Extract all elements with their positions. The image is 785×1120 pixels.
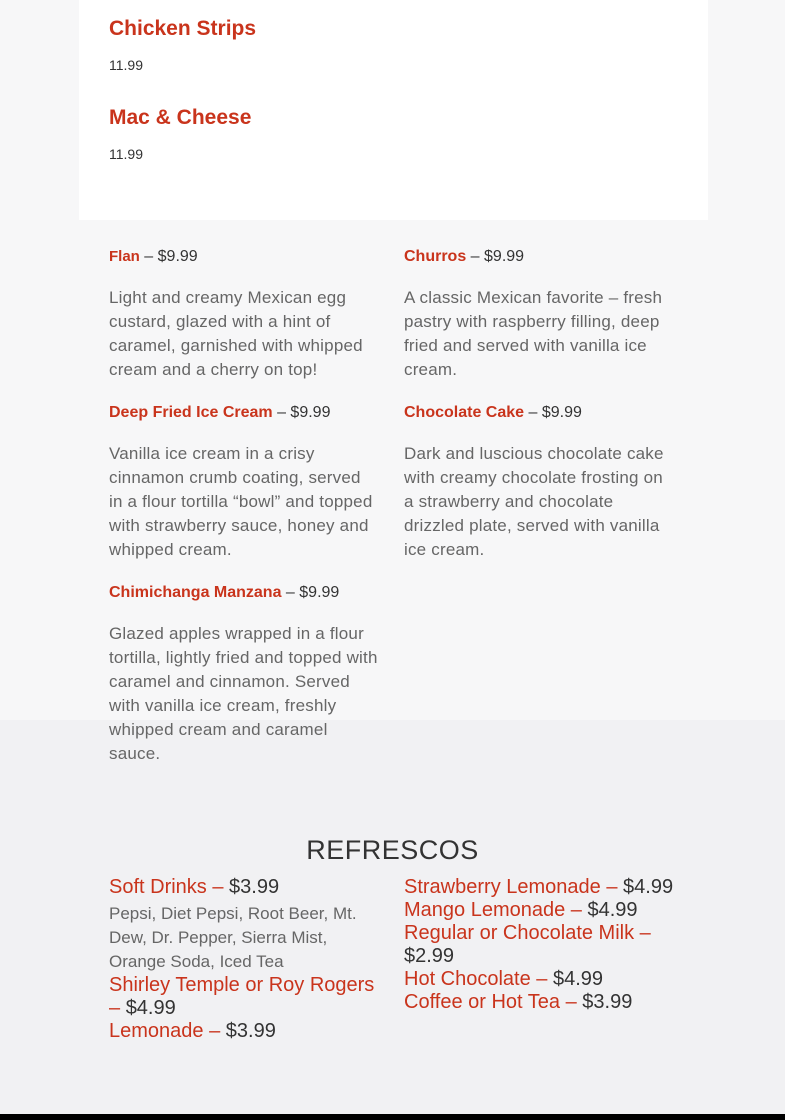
- dessert-heading: [404, 246, 674, 268]
- dessert-description: Vanilla ice cream in a crisy cinnamon crumb coating, served in a flour tortilla “bowl” and topped with strawberry sauce, honey and whipped cream.: [109, 444, 373, 559]
- desserts-right-column: [404, 246, 674, 582]
- dessert-price: $9.99: [290, 404, 331, 421]
- dessert-description: A classic Mexican favorite – fresh pastry with raspberry filling, deep fried and served with vanilla ice cream.: [404, 288, 663, 379]
- drink-price: $3.99: [582, 991, 633, 1013]
- drink-price: $4.99: [623, 876, 674, 898]
- drink-name: Lemonade –: [109, 1020, 221, 1042]
- footer-bar: [0, 1114, 785, 1120]
- drink-name: Mango Lemonade –: [404, 899, 582, 921]
- item-price: 11.99: [109, 146, 143, 162]
- drink-shirley-temple: [109, 974, 384, 1020]
- dessert-price: $9.99: [541, 404, 582, 421]
- dessert-heading: [109, 246, 379, 268]
- menu-item-chicken-strips: [109, 16, 256, 74]
- drink-description: Pepsi, Diet Pepsi, Root Beer, Mt. Dew, Dr. Pepper, Sierra Mist, Orange Soda, Iced Tea: [109, 904, 357, 971]
- dessert-chimichanga-manzana: [109, 582, 379, 766]
- drink-lemonade: [109, 1020, 384, 1043]
- drink-coffee-tea: [404, 991, 679, 1014]
- dessert-name: Chimichanga Manzana: [109, 584, 282, 601]
- dessert-separator: –: [466, 248, 485, 265]
- drink-name: Soft Drinks –: [109, 876, 224, 898]
- dessert-name: Churros: [404, 248, 467, 265]
- item-name: Mac & Cheese: [109, 106, 252, 129]
- drink-soft-drinks: [109, 876, 384, 899]
- dessert-chocolate-cake: [404, 402, 674, 562]
- dessert-description: Glazed apples wrapped in a flour tortilla, lightly fried and topped with caramel and cinnamon. Served with vanilla ice cream, freshly whipped cream and caramel sauce.: [109, 624, 378, 763]
- dessert-deep-fried-ice-cream: [109, 402, 379, 562]
- drink-name: Regular or Chocolate Milk –: [404, 922, 651, 944]
- dessert-heading: [109, 402, 379, 424]
- drink-price: $3.99: [229, 876, 280, 898]
- menu-item-mac-cheese: [109, 105, 251, 163]
- drinks-left-column: [109, 876, 384, 1043]
- drink-price: $4.99: [587, 899, 638, 921]
- dessert-description: Light and creamy Mexican egg custard, glazed with a hint of caramel, garnished with whipped cream and a cherry on top!: [109, 288, 363, 379]
- dessert-separator: –: [272, 404, 291, 421]
- dessert-description: Dark and luscious chocolate cake with creamy chocolate frosting on a strawberry and chocolate drizzled plate, served with vanilla ice cream.: [404, 444, 664, 559]
- dessert-separator: –: [524, 404, 542, 421]
- desserts-left-column: [109, 246, 379, 786]
- dessert-heading: [109, 582, 379, 604]
- dessert-churros: [404, 246, 674, 382]
- drink-price: $4.99: [552, 968, 604, 990]
- item-price: 11.99: [109, 57, 143, 73]
- dessert-name: Chocolate Cake: [404, 404, 525, 421]
- section-title-refrescos: REFRESCOS: [306, 835, 479, 865]
- dessert-name: Deep Fried Ice Cream: [109, 404, 273, 421]
- dessert-flan: [109, 246, 379, 382]
- dessert-price: $9.99: [484, 248, 525, 265]
- dessert-separator: –: [139, 248, 158, 265]
- drink-milk: [404, 922, 679, 968]
- dessert-price: $9.99: [157, 248, 198, 265]
- drink-price: $3.99: [225, 1020, 276, 1042]
- drinks-right-column: [404, 876, 679, 1014]
- drink-name: Coffee or Hot Tea –: [404, 991, 577, 1013]
- drink-hot-chocolate: [404, 968, 679, 991]
- drink-name: Strawberry Lemonade –: [404, 876, 618, 898]
- drink-price: $4.99: [125, 997, 176, 1019]
- item-name: Chicken Strips: [109, 17, 257, 40]
- drink-name: Shirley Temple or Roy Rogers –: [109, 974, 375, 1019]
- dessert-separator: –: [281, 584, 300, 601]
- drink-name: Hot Chocolate –: [404, 968, 548, 990]
- dessert-heading: [404, 402, 674, 424]
- drink-mango-lemonade: [404, 899, 679, 922]
- drink-strawberry-lemonade: [404, 876, 679, 899]
- dessert-price: $9.99: [299, 584, 340, 601]
- drink-price: $2.99: [404, 945, 455, 967]
- dessert-name: Flan: [109, 248, 140, 265]
